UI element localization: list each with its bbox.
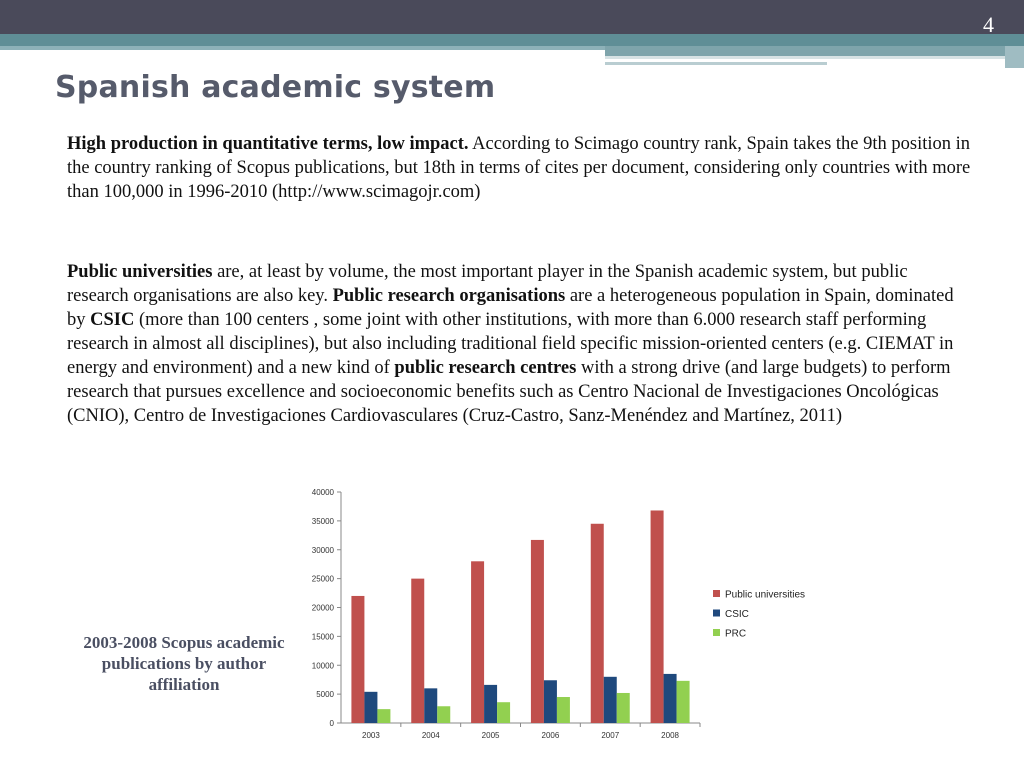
- bar-prc-2004: [437, 706, 450, 723]
- paragraph-text-1: are, at least by volume, the most important player in the Spanish academic system, but public research organisations are also key.: [67, 262, 908, 306]
- legend-label: Public universities: [725, 589, 806, 601]
- x-tick-label: 2003: [362, 731, 380, 740]
- bar-csic-2007: [604, 677, 617, 723]
- bar-public-universities-2008: [651, 510, 664, 723]
- y-tick-label: 5000: [316, 690, 334, 700]
- bar-csic-2003: [364, 692, 377, 723]
- bar-public-universities-2007: [591, 524, 604, 723]
- bar-csic-2004: [424, 688, 437, 723]
- y-tick-label: 20000: [311, 603, 334, 613]
- bar-prc-2007: [617, 693, 630, 723]
- y-tick-label: 0: [329, 719, 334, 728]
- x-tick-label: 2006: [541, 731, 560, 740]
- y-tick-label: 15000: [311, 632, 334, 642]
- y-tick-label: 40000: [311, 488, 334, 497]
- slide-title: Spanish academic system: [55, 70, 496, 105]
- y-tick-label: 10000: [311, 661, 334, 671]
- bar-public-universities-2003: [351, 596, 364, 723]
- legend-label: CSIC: [725, 609, 749, 620]
- x-tick-label: 2007: [601, 731, 620, 740]
- bar-csic-2008: [664, 674, 677, 723]
- bar-public-universities-2006: [531, 540, 544, 723]
- chart-caption: 2003-2008 Scopus academic publications by author affiliation: [83, 633, 285, 694]
- x-tick-label: 2008: [661, 731, 679, 740]
- paragraph-text-3: (more than 100 centers , some joint with other institutions, with more than 6.000 research staff performing research in almost all disciplines), but also including traditional field specific mission-oriented centers (e.g. CIEMAT in energy and environment) and a new kind of: [67, 310, 954, 378]
- bar-public-universities-2004: [411, 579, 424, 723]
- bar-prc-2008: [677, 681, 690, 723]
- paragraph-text-4: with a strong drive (and large budgets) to perform research that pursues excellence and socioeconomic benefits such as Centro Nacional de Investigaciones Oncológicas (CNIO), Centro de Investigaciones Cardiovasculares (Cruz-Castro, Sanz-Menéndez and Martínez, 2011): [67, 358, 951, 426]
- y-tick-label: 25000: [311, 574, 334, 584]
- legend-swatch-prc: [713, 629, 720, 636]
- legend-label: PRC: [725, 628, 747, 640]
- legend-swatch-csic: [713, 610, 720, 617]
- x-tick-label: 2005: [481, 731, 500, 740]
- term-public-research-centres: public research centres: [394, 358, 577, 378]
- paragraph-text-2: are a heterogeneous population in Spain, dominated by: [67, 286, 954, 330]
- bar-csic-2005: [484, 685, 497, 723]
- term-csic: CSIC: [90, 310, 135, 330]
- bar-prc-2003: [377, 709, 390, 723]
- y-tick-label: 35000: [311, 516, 334, 526]
- y-tick-label: 30000: [311, 545, 334, 555]
- x-tick-label: 2004: [421, 731, 440, 740]
- term-public-research-organisations: Public research organisations: [332, 286, 566, 306]
- bar-csic-2006: [544, 680, 557, 723]
- paragraph-production-text: According to Scimago country rank, Spain takes the 9th position in the country ranking of Scopus publications, but 18th in terms of cites per document, considering only countries with more than 100,000 in 1996-2010 (http://www.scimagojr.com): [67, 134, 971, 202]
- bar-public-universities-2005: [471, 561, 484, 723]
- paragraph-production-lead: High production in quantitative terms, low impact.: [67, 134, 469, 154]
- term-public-universities: Public universities: [67, 262, 213, 282]
- slide-number: 4: [983, 12, 994, 37]
- bar-prc-2006: [557, 697, 570, 723]
- bar-prc-2005: [497, 702, 510, 723]
- legend-swatch-public-universities: [713, 590, 720, 597]
